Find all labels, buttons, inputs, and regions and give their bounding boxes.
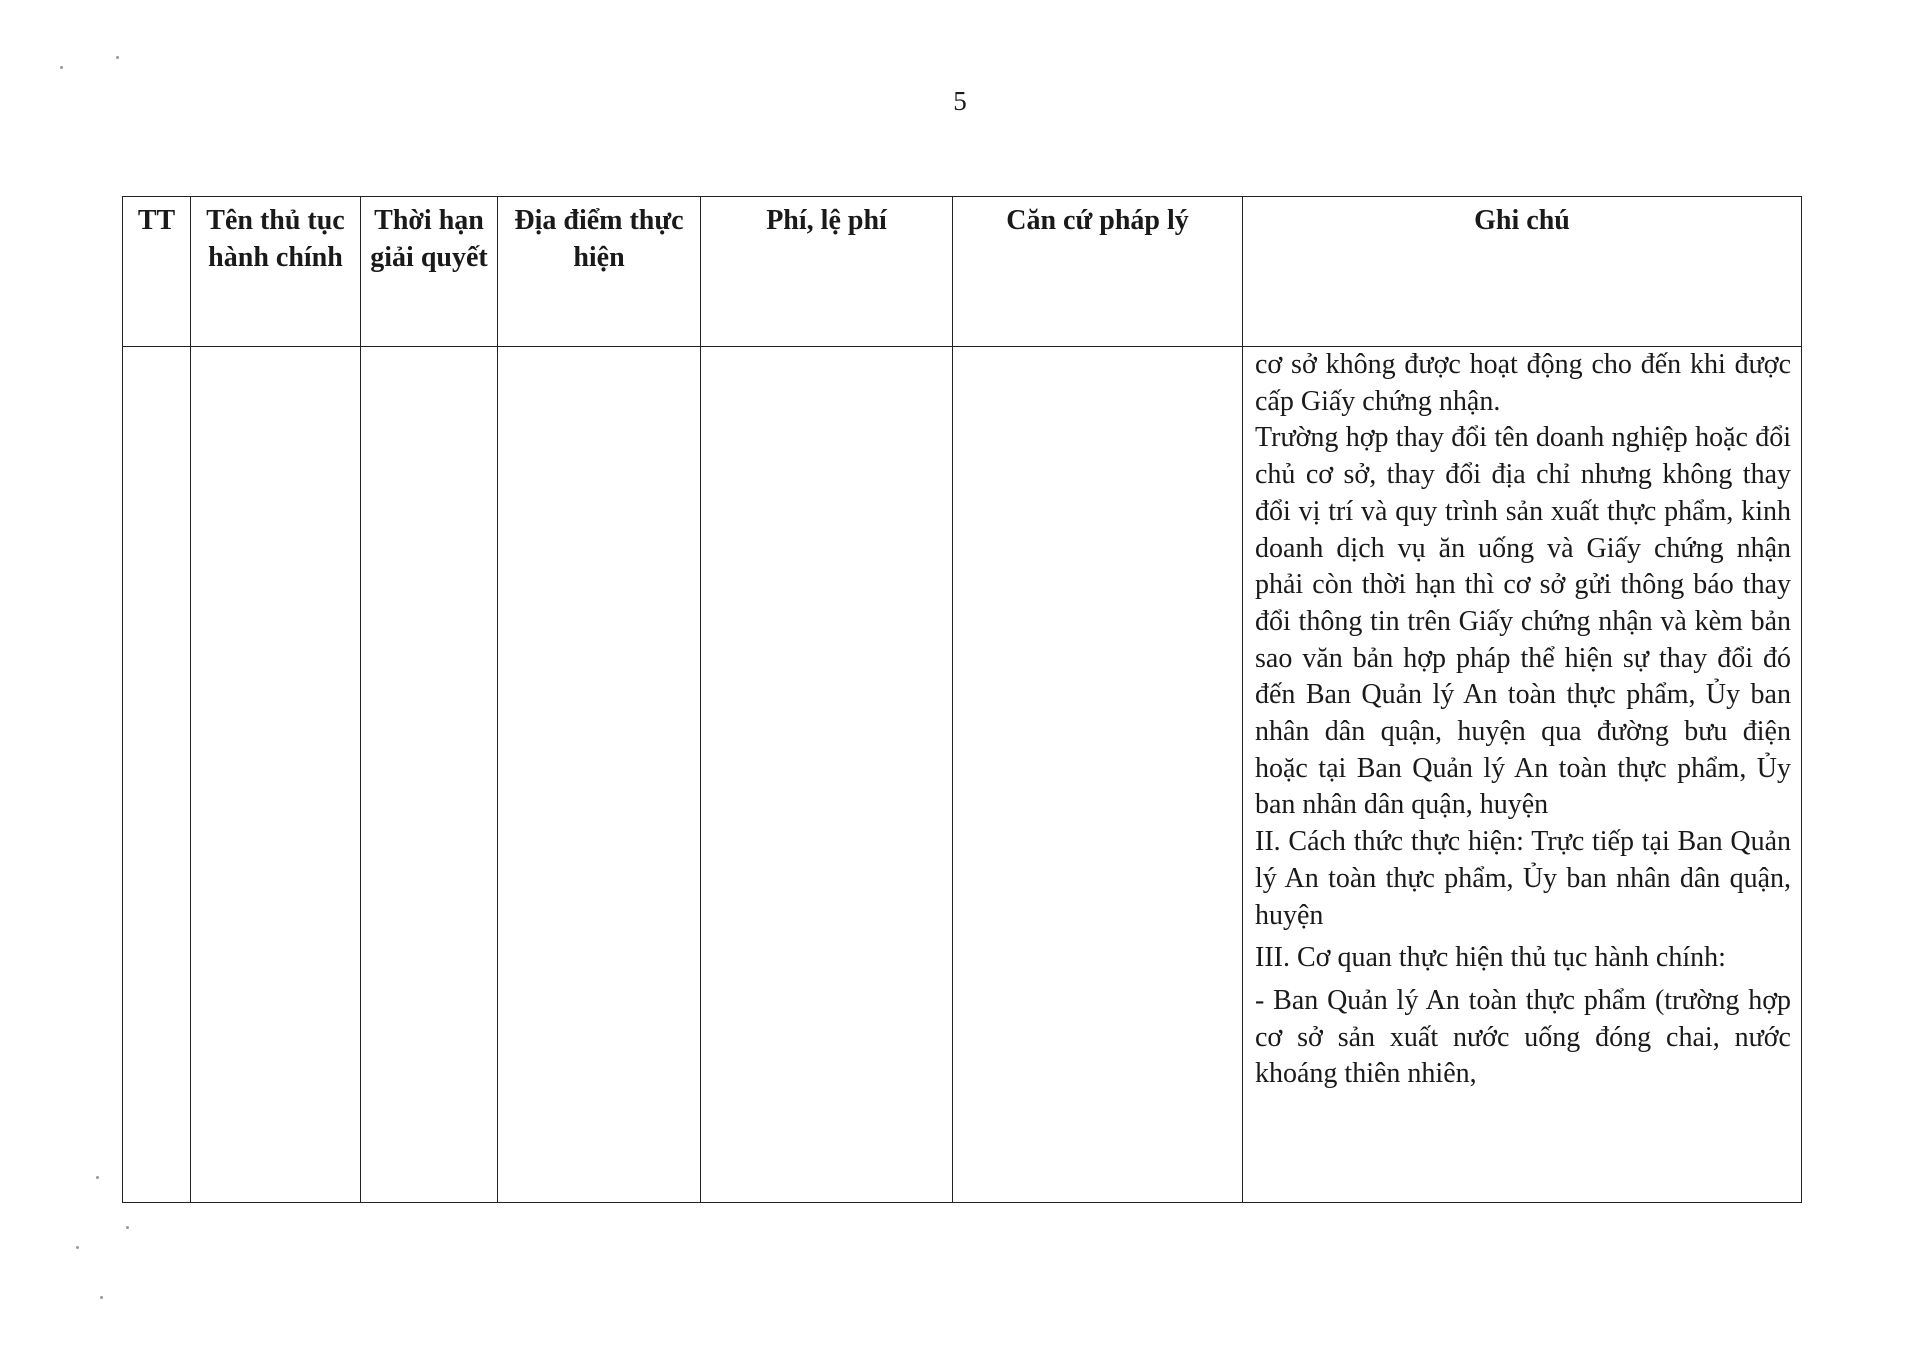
- header-row: [123, 197, 1802, 347]
- note-paragraph-1: cơ sở không được hoạt động cho đến khi được cấp Giấy chứng nhận.: [1255, 349, 1791, 417]
- cell-procedure-name: [191, 347, 361, 1203]
- scan-speck: [100, 1296, 103, 1299]
- note-paragraph-3: II. Cách thức thực hiện: Trực tiếp tại Ban Quản lý An toàn thực phẩm, Ủy ban nhân dân quận, huyện: [1255, 826, 1791, 931]
- note-paragraph-5: - Ban Quản lý An toàn thực phẩm (trường hợp cơ sở sản xuất nước uống đóng chai, nước khoáng thiên nhiên,: [1255, 984, 1791, 1090]
- cell-notes: [1243, 347, 1802, 1203]
- procedure-table: [122, 196, 1802, 1203]
- scan-speck: [96, 1176, 99, 1179]
- scan-speck: [116, 56, 119, 59]
- note-paragraph-4: III. Cơ quan thực hiện thủ tục hành chính:: [1255, 942, 1726, 974]
- cell-legal-basis: [953, 347, 1243, 1203]
- page-number: 5: [953, 86, 967, 116]
- header-fees: Phí, lệ phí: [701, 197, 953, 347]
- table-row: [123, 347, 1802, 1203]
- header-tt: TT: [123, 197, 191, 347]
- cell-fees: [701, 347, 953, 1203]
- header-legal-basis: Căn cứ pháp lý: [953, 197, 1243, 347]
- scan-speck: [76, 1246, 79, 1249]
- header-procedure-name: Tên thủ tục hành chính: [191, 197, 361, 347]
- scan-speck: [60, 66, 63, 69]
- cell-processing-time: [361, 347, 498, 1203]
- cell-location: [498, 347, 701, 1203]
- header-notes: Ghi chú: [1243, 197, 1802, 347]
- header-processing-time: Thời hạn giải quyết: [361, 197, 498, 347]
- header-location: Địa điểm thực hiện: [498, 197, 701, 347]
- note-paragraph-2: Trường hợp thay đổi tên doanh nghiệp hoặc đổi chủ cơ sở, thay đổi địa chỉ nhưng không thay đổi vị trí và quy trình sản xuất thực phẩm, kinh doanh dịch vụ ăn uống và Giấy chứng nhận phải còn thời hạn thì cơ sở gửi thông báo thay đổi thông tin trên Giấy chứng nhận và kèm bản sao văn bản hợp pháp thể hiện sự thay đổi đó đến Ban Quản lý An toàn thực phẩm, Ủy ban nhân dân quận, huyện qua đường bưu điện hoặc tại Ban Quản lý An toàn thực phẩm, Ủy ban nhân dân quận, huyện: [1255, 422, 1791, 821]
- cell-tt: [123, 347, 191, 1203]
- scan-speck: [126, 1226, 129, 1229]
